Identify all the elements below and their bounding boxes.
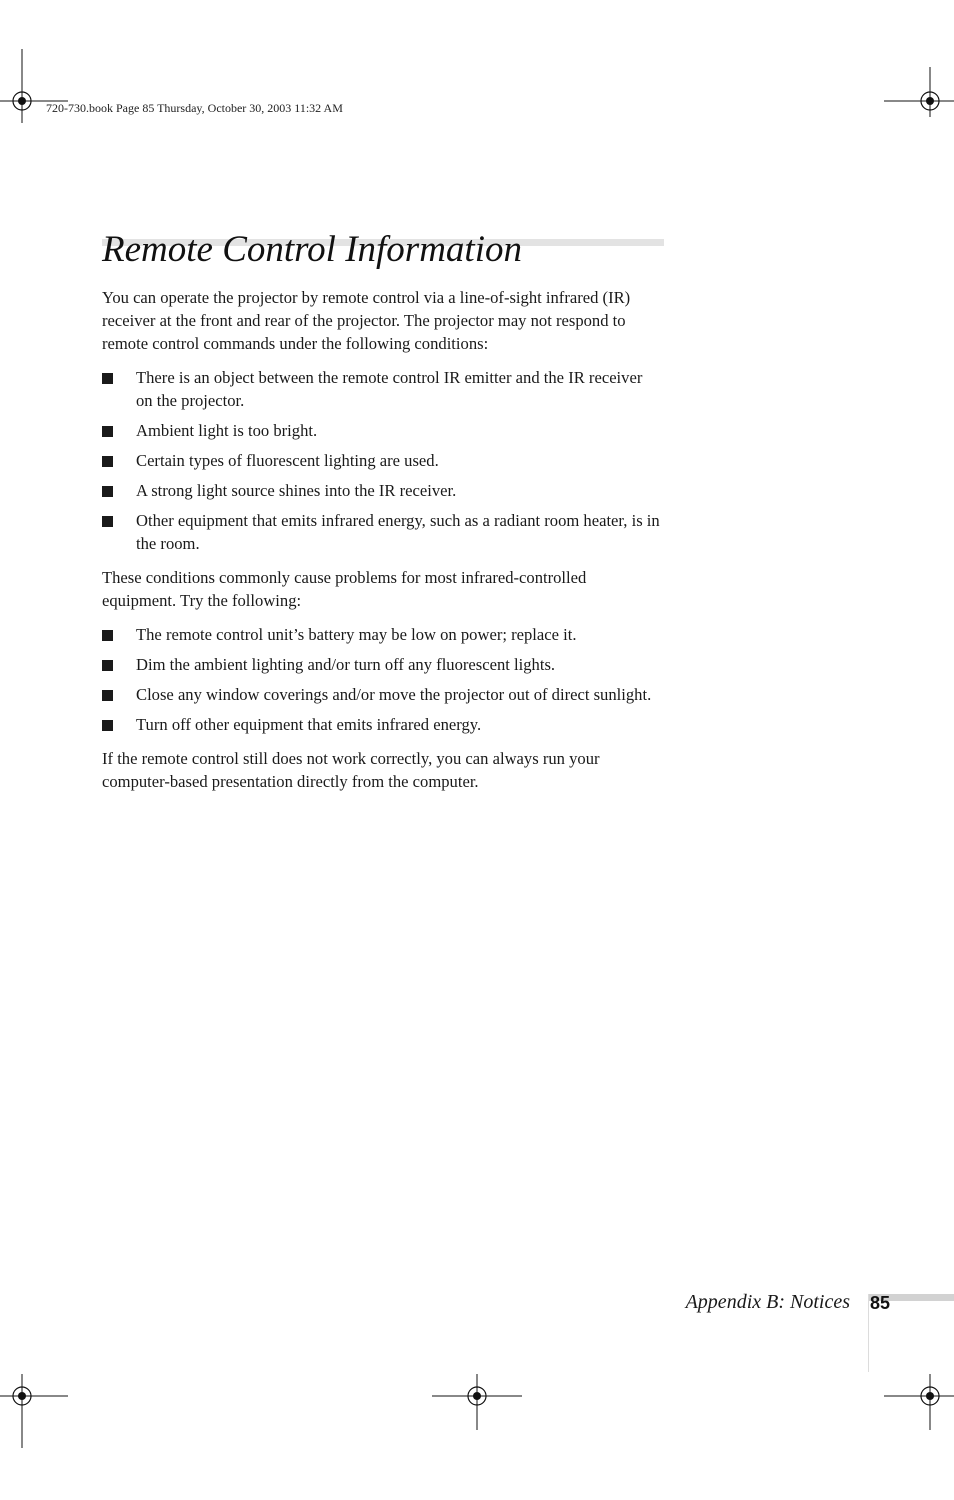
body-content — [102, 286, 662, 804]
registration-mark-top-left — [22, 101, 23, 102]
square-bullet-icon — [102, 516, 113, 527]
registration-mark-bottom-center — [477, 1396, 478, 1397]
square-bullet-icon — [102, 456, 113, 467]
list-item — [102, 683, 662, 706]
list-item — [102, 449, 662, 472]
remedies-list — [102, 623, 662, 736]
square-bullet-icon — [102, 426, 113, 437]
closing-paragraph: If the remote control still does not work correctly, you can always run your computer-based presentation directly from the computer. — [102, 749, 600, 791]
list-item — [102, 419, 662, 442]
footer-rule — [868, 1294, 869, 1372]
list-item — [102, 366, 662, 412]
intro-paragraph: You can operate the projector by remote control via a line-of-sight infrared (IR) receiver at the front and rear of the projector. The projector may not respond to remote control commands under the following conditions: — [102, 288, 631, 353]
list-item-text: Dim the ambient lighting and/or turn off any fluorescent lights. — [136, 655, 556, 674]
list-item-text: Turn off other equipment that emits infrared energy. — [136, 715, 482, 734]
page-title: Remote Control Information — [102, 229, 522, 270]
list-item-text: There is an object between the remote control IR emitter and the IR receiver on the projector. — [136, 368, 643, 410]
crosshair-icon — [22, 1396, 23, 1397]
list-item-text: Ambient light is too bright. — [136, 421, 318, 440]
square-bullet-icon — [102, 630, 113, 641]
square-bullet-icon — [102, 660, 113, 671]
list-item — [102, 713, 662, 736]
registration-mark-bottom-left — [22, 1396, 23, 1397]
square-bullet-icon — [102, 486, 113, 497]
footer-section-label: Appendix B: Notices — [685, 1291, 850, 1313]
list-item-text: Other equipment that emits infrared energy, such as a radiant room heater, is in the room. — [136, 511, 660, 553]
print-slug-line: 720-730.book Page 85 Thursday, October 30, 2003 11:32 AM — [46, 101, 343, 115]
page-number: 85 — [870, 1293, 891, 1313]
square-bullet-icon — [102, 720, 113, 731]
crosshair-icon — [930, 101, 931, 102]
square-bullet-icon — [102, 373, 113, 384]
conditions-list — [102, 366, 662, 555]
registration-mark-bottom-right — [930, 1396, 931, 1397]
middle-paragraph: These conditions commonly cause problems for most infrared-controlled equipment. Try the following: — [102, 568, 587, 610]
list-item-text: Certain types of fluorescent lighting are used. — [136, 451, 439, 470]
list-item-text: A strong light source shines into the IR receiver. — [136, 481, 457, 500]
square-bullet-icon — [102, 690, 113, 701]
crosshair-icon — [22, 101, 23, 102]
list-item-text: The remote control unit’s battery may be low on power; replace it. — [136, 625, 577, 644]
list-item-text: Close any window coverings and/or move the projector out of direct sunlight. — [136, 685, 652, 704]
list-item — [102, 479, 662, 502]
crosshair-icon — [477, 1396, 478, 1397]
crosshair-icon — [930, 1396, 931, 1397]
registration-mark-top-right — [930, 101, 931, 102]
list-item — [102, 623, 662, 646]
list-item — [102, 509, 662, 555]
list-item — [102, 653, 662, 676]
